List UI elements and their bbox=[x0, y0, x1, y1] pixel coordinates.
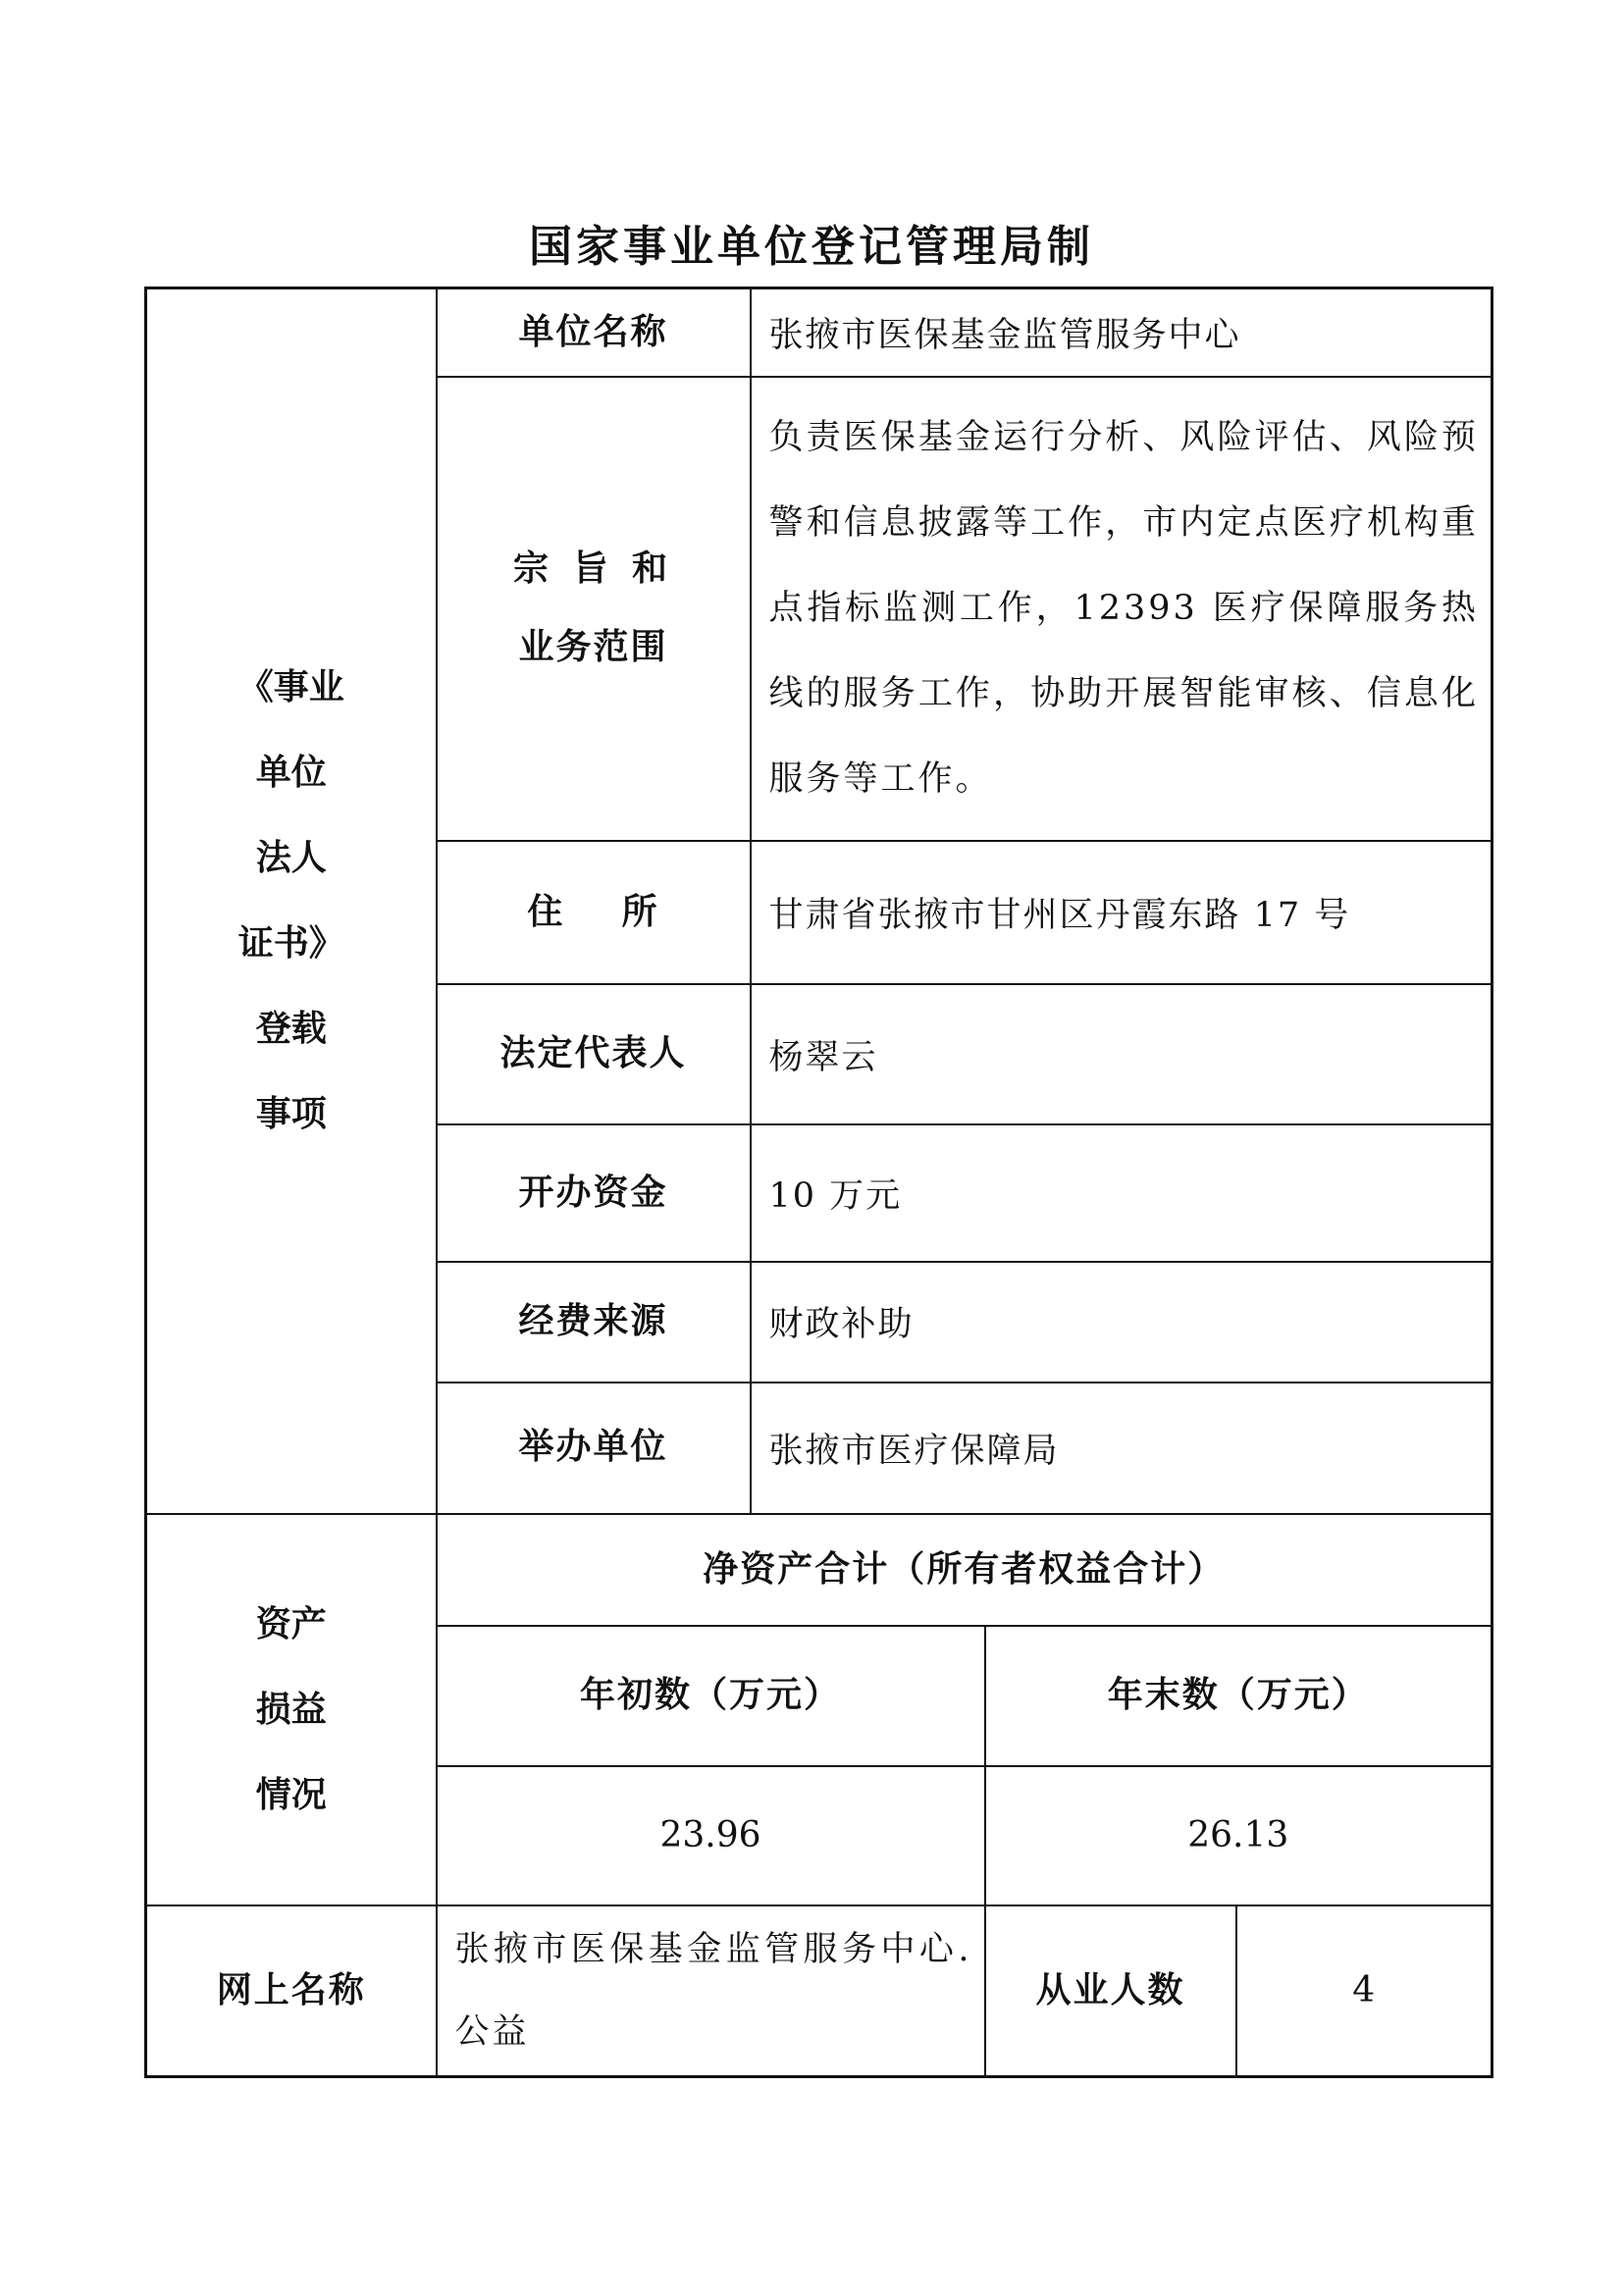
unit-name-label: 单位名称 bbox=[437, 288, 751, 377]
certificate-table bbox=[144, 287, 1493, 2078]
legal-rep-label: 法定代表人 bbox=[437, 984, 751, 1123]
purpose-scope-value: 负责医保基金运行分析、风险评估、风险预警和信息披露等工作，市内定点医疗机构重点指标监测工作，12393 医疗保障服务热线的服务工作，协助开展智能审核、信息化服务等工作。 bbox=[751, 377, 1492, 841]
purpose-scope-label: 宗 旨 和 业务范围 bbox=[437, 377, 751, 841]
online-name-label: 网上名称 bbox=[146, 1905, 437, 2077]
capital-value: 10 万元 bbox=[751, 1124, 1492, 1262]
legal-rep-value: 杨翠云 bbox=[751, 984, 1492, 1123]
year-start-header: 年初数（万元） bbox=[437, 1626, 985, 1765]
year-start-value: 23.96 bbox=[437, 1766, 985, 1905]
document-header: 国家事业单位登记管理局制 bbox=[529, 222, 1094, 272]
sponsor-label: 举办单位 bbox=[437, 1383, 751, 1514]
address-value: 甘肃省张掖市甘州区丹霞东路 17 号 bbox=[751, 841, 1492, 984]
table-row bbox=[146, 1514, 1492, 1626]
table-row bbox=[146, 1905, 1492, 2077]
sponsor-value: 张掖市医疗保障局 bbox=[751, 1383, 1492, 1514]
net-assets-heading: 净资产合计（所有者权益合计） bbox=[437, 1514, 1492, 1626]
funding-source-label: 经费来源 bbox=[437, 1262, 751, 1382]
year-end-header: 年末数（万元） bbox=[985, 1626, 1492, 1765]
address-label: 住 所 bbox=[437, 841, 751, 984]
online-name-value: 张掖市医保基金监管服务中心.公益 bbox=[437, 1905, 985, 2077]
year-end-value: 26.13 bbox=[985, 1766, 1492, 1905]
staff-count-value: 4 bbox=[1236, 1905, 1492, 2077]
table-row bbox=[146, 288, 1492, 377]
assets-section-label: 资产 损益 情况 bbox=[146, 1514, 437, 1905]
funding-source-value: 财政补助 bbox=[751, 1262, 1492, 1382]
unit-name-value: 张掖市医保基金监管服务中心 bbox=[751, 288, 1492, 377]
certificate-section-label: 《事业 单位 法人 证书》 登载 事项 bbox=[146, 288, 437, 1514]
staff-count-label: 从业人数 bbox=[985, 1905, 1236, 2077]
capital-label: 开办资金 bbox=[437, 1124, 751, 1262]
